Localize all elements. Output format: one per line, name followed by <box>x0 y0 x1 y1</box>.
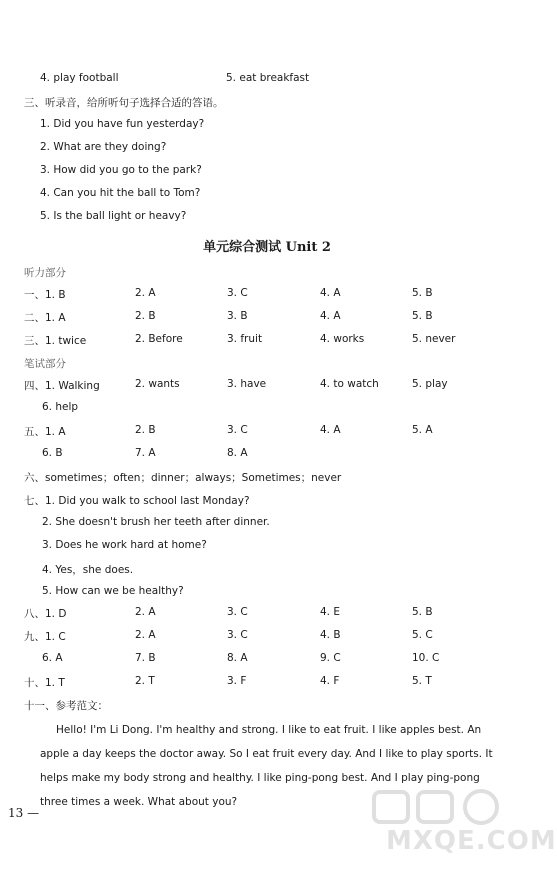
answer-cell: 5. never <box>412 333 456 345</box>
answer-cell: 2. T <box>135 675 155 687</box>
answer-cell: 4. A <box>320 310 341 322</box>
answer-cell: 4. B <box>320 629 341 641</box>
answer-cell: 4. E <box>320 606 340 618</box>
answer-cell: 八、1. D <box>24 608 67 620</box>
listening-label: 听力部分 <box>24 267 66 279</box>
page-number: 13 — <box>8 806 40 820</box>
answer-cell: 2. A <box>135 606 156 618</box>
answer-cell: 3. F <box>227 675 247 687</box>
answer-cell: 4. A <box>320 287 341 299</box>
answer-cell: 3. C <box>227 606 248 618</box>
answer-cell: 3. fruit <box>227 333 263 345</box>
answer-cell: 2. A <box>135 629 156 641</box>
answer-cell: 5. B <box>412 606 433 618</box>
s3-item: 5. Is the ball light or heavy? <box>40 210 187 222</box>
answer-line: 七、1. Did you walk to school last Monday? <box>24 495 250 507</box>
s3-item: 3. How did you go to the park? <box>40 164 202 176</box>
answer-line: 3. Does he work hard at home? <box>42 539 207 551</box>
answer-cell: 6. help <box>42 401 79 413</box>
answer-cell: 7. B <box>135 652 156 664</box>
answer-cell: 4. to watch <box>320 378 379 390</box>
answer-line: 六、sometimes；often；dinner；always；Sometimes；never <box>24 472 342 484</box>
answer-line: 2. She doesn't brush her teeth after dinner. <box>42 516 270 528</box>
s3-item: 4. Can you hit the ball to Tom? <box>40 187 201 199</box>
answer-line: 5. How can we be healthy? <box>42 585 184 597</box>
answer-cell: 2. B <box>135 424 156 436</box>
answer-cell: 3. C <box>227 424 248 436</box>
answer-cell: 2. Before <box>135 333 183 345</box>
answer-cell: 三、1. twice <box>24 335 87 347</box>
answer-cell: 8. A <box>227 652 248 664</box>
answer-cell: 10. C <box>412 652 440 664</box>
answer-cell: 5. play <box>412 378 448 390</box>
answer-cell: 5. C <box>412 629 433 641</box>
answer-cell: 5. T <box>412 675 432 687</box>
answer-cell: 6. B <box>42 447 63 459</box>
prev-item-5: 5. eat breakfast <box>226 72 310 84</box>
answer-cell: 十、1. T <box>24 677 65 689</box>
answer-cell: 五、1. A <box>24 426 66 438</box>
answer-cell: 5. B <box>412 310 433 322</box>
answer-cell: 4. A <box>320 424 341 436</box>
answer-cell: 3. have <box>227 378 267 390</box>
answer-cell: 9. C <box>320 652 341 664</box>
answer-cell: 5. B <box>412 287 433 299</box>
watermark-glyph-icon <box>356 788 526 828</box>
answer-cell: 2. wants <box>135 378 180 390</box>
answer-cell: 4. F <box>320 675 340 687</box>
section-11-heading: 十一、参考范文： <box>24 700 108 712</box>
answer-cell: 一、1. B <box>24 289 66 301</box>
answer-cell: 九、1. C <box>24 631 66 643</box>
watermark-logo <box>356 788 557 868</box>
answer-cell: 2. A <box>135 287 156 299</box>
unit-title: 单元综合测试 Unit 2 <box>203 240 331 255</box>
answer-cell: 3. B <box>227 310 248 322</box>
answer-cell: 8. A <box>227 447 248 459</box>
answer-cell: 6. A <box>42 652 63 664</box>
answer-line: 4. Yes，she does. <box>42 564 134 576</box>
sample-essay: Hello! I'm Li Dong. I'm healthy and strong. I like to eat fruit. I like apples best. An apple a day keeps the doctor away. So I eat fruit every day. And I like to play sports. It helps make my body strong and healthy. I like ping-pong best. And I play ping-pong three times a week. What about you? <box>40 724 493 808</box>
answer-cell: 四、1. Walking <box>24 380 100 392</box>
prev-item-4: 4. play football <box>40 72 119 84</box>
watermark-text: MXQE.COM <box>386 826 557 856</box>
answer-cell: 5. A <box>412 424 433 436</box>
answer-cell: 3. C <box>227 287 248 299</box>
s3-item: 2. What are they doing? <box>40 141 167 153</box>
answer-cell: 3. C <box>227 629 248 641</box>
writing-label: 笔试部分 <box>24 358 66 370</box>
section-3-heading: 三、听录音，给所听句子选择合适的答语。 <box>24 97 224 109</box>
answer-cell: 2. B <box>135 310 156 322</box>
answer-cell: 二、1. A <box>24 312 66 324</box>
answer-cell: 4. works <box>320 333 365 345</box>
answer-cell: 7. A <box>135 447 156 459</box>
s3-item: 1. Did you have fun yesterday? <box>40 118 205 130</box>
